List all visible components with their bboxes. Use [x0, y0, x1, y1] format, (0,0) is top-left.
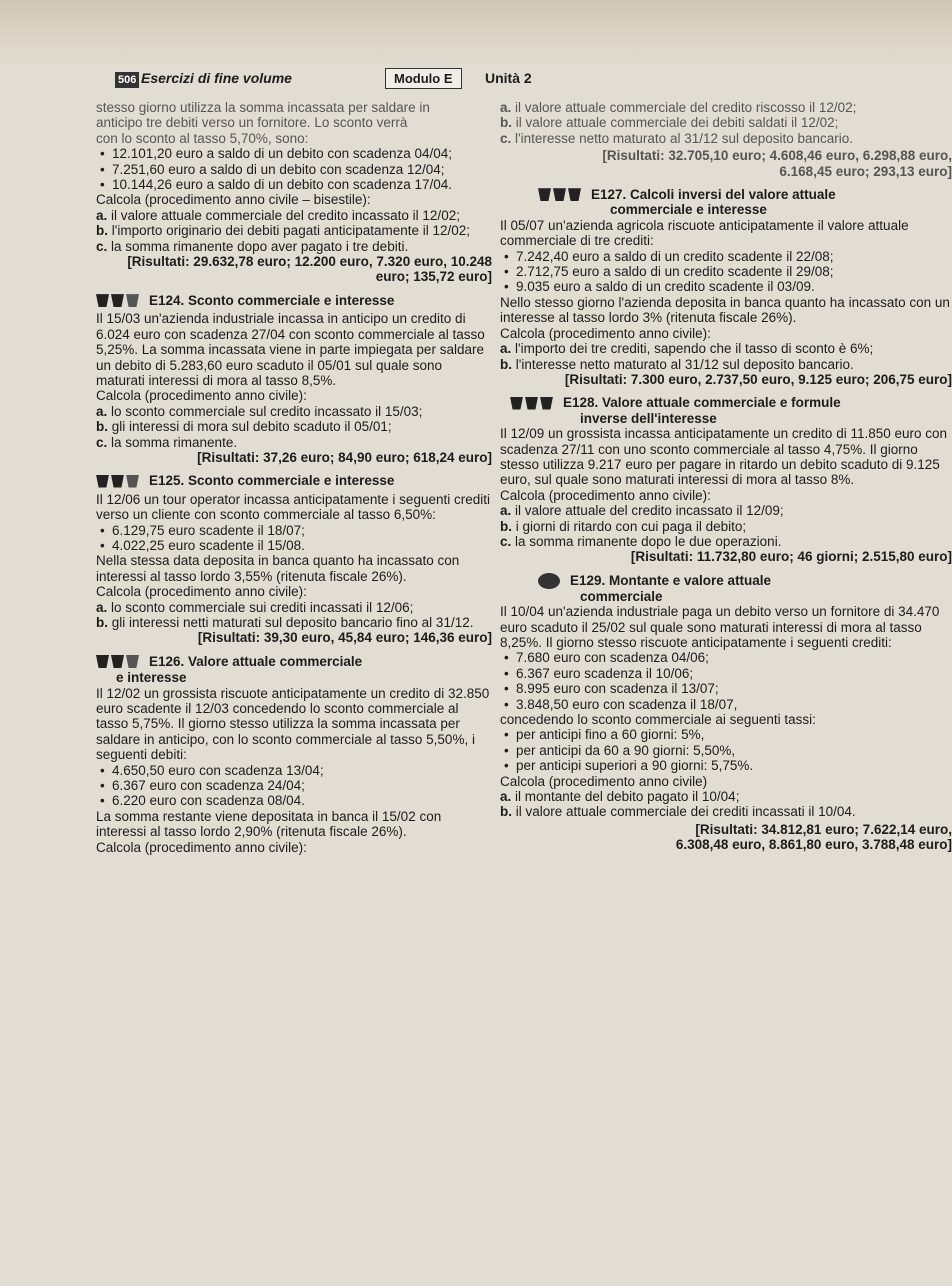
difficulty-icon — [96, 655, 109, 668]
sub-letter: a. — [500, 503, 512, 519]
debts-list — [96, 763, 492, 809]
sub-text: il montante del debito pagato il 10/04; — [515, 789, 740, 805]
calc-instruction: Calcola (procedimento anno civile): — [500, 325, 711, 341]
difficulty-icon — [538, 188, 551, 201]
results: 6.308,48 euro, 8.861,80 euro, 3.788,48 euro] — [675, 837, 952, 853]
sub-question — [500, 100, 952, 115]
sub-letter: c. — [500, 533, 512, 549]
calc-instruction: Calcola (procedimento anno civile): — [500, 487, 711, 503]
sub-letter: c. — [96, 238, 108, 254]
difficulty-icon — [540, 397, 553, 410]
exercise-text: concedendo lo sconto commerciale ai seguenti tassi: — [500, 712, 816, 728]
results: [Risultati: 11.732,80 euro; 46 giorni; 2.515,80 euro] — [630, 549, 952, 565]
sub-question — [96, 600, 492, 615]
sub-question — [500, 804, 952, 819]
credits-list — [96, 523, 492, 554]
results: [Risultati: 29.632,78 euro; 12.200 euro, 7.320 euro, 10.248 euro; 135,72 euro] — [127, 254, 492, 285]
results: [Risultati: 32.705,10 euro; 4.608,46 euro, 6.298,88 euro, — [602, 148, 952, 164]
list-item: • 6.129,75 euro scadente il 18/07; — [112, 523, 492, 538]
difficulty-icon — [96, 475, 109, 488]
exercise-text: Il 05/07 un'azienda agricola riscuote anticipatamente il valore attuale commerciale di tre crediti: — [500, 217, 909, 249]
difficulty-icon — [553, 188, 566, 201]
sub-letter: b. — [96, 419, 108, 435]
intro-line: anticipo tre debiti verso un fornitore. Lo sconto verrà — [96, 115, 408, 131]
sub-text: l'interesse netto maturato al 31/12 sul deposito bancario. — [515, 130, 854, 146]
results: [Risultati: 34.812,81 euro; 7.622,14 euro, — [695, 821, 952, 837]
sub-letter: a. — [96, 207, 108, 223]
exercise-text: Nella stessa data deposita in banca quanto ha incassato con interessi al tasso lordo 3,55% (ritenuta fiscale 26%). — [96, 553, 460, 584]
difficulty-icon — [126, 655, 139, 668]
sub-text: l'importo originario dei debiti pagati anticipatamente il 12/02; — [111, 223, 471, 239]
sub-letter: a. — [500, 100, 512, 115]
sub-letter: a. — [96, 403, 108, 419]
exercise-title-e125 — [96, 473, 492, 488]
exercise-heading: E125. Sconto commerciale e interesse — [149, 473, 395, 489]
sub-question — [500, 503, 952, 518]
difficulty-icon — [126, 294, 139, 307]
sub-question — [96, 239, 492, 254]
sub-letter: b. — [500, 804, 512, 820]
sub-question — [500, 519, 952, 534]
section-title: Esercizi di fine volume — [141, 70, 292, 86]
intro-line: con lo sconto al tasso 5,70%, sono: — [96, 130, 309, 146]
difficulty-icon — [111, 475, 124, 488]
sub-question — [500, 131, 952, 146]
list-item: • 8.995 euro con scadenza il 13/07; — [516, 681, 952, 696]
list-item: • 7.251,60 euro a saldo di un debito con scadenza 12/04; — [112, 162, 492, 177]
sub-text: lo sconto commerciale sul credito incassato il 15/03; — [111, 403, 423, 419]
unit-label: Unità 2 — [485, 70, 532, 86]
sub-text: il valore attuale commerciale dei debiti saldati il 12/02; — [515, 115, 839, 131]
difficulty-icon — [525, 397, 538, 410]
sub-letter: c. — [96, 434, 108, 450]
sub-text: l'importo dei tre crediti, sapendo che il tasso di sconto è 6%; — [515, 341, 874, 357]
sub-question — [96, 208, 492, 223]
list-item: • 7.242,40 euro a saldo di un credito scadente il 22/08; — [516, 249, 952, 264]
list-item: • 6.367 euro scadenza il 10/06; — [516, 666, 952, 681]
sub-question — [500, 115, 952, 130]
sub-question — [96, 404, 492, 419]
results: 6.168,45 euro; 293,13 euro] — [779, 163, 952, 179]
credits-list — [500, 249, 952, 295]
list-item: • per anticipi da 60 a 90 giorni: 5,50%, — [516, 743, 952, 758]
difficulty-icon — [510, 397, 523, 410]
intro-line: stesso giorno utilizza la somma incassata per saldare in — [96, 100, 430, 115]
intro-list — [96, 146, 492, 192]
exercise-title-e128 — [500, 395, 952, 410]
results: [Risultati: 7.300 euro, 2.737,50 euro, 9.125 euro; 206,75 euro] — [564, 371, 952, 387]
sub-text: il valore attuale del credito incassato il 12/09; — [515, 503, 784, 519]
credits-list — [500, 650, 952, 712]
calc-instruction: Calcola (procedimento anno civile – bisestile): — [96, 192, 371, 208]
list-item: • 4.650,50 euro con scadenza 13/04; — [112, 763, 492, 778]
sub-text: i giorni di ritardo con cui paga il debito; — [515, 518, 747, 534]
left-column — [96, 100, 492, 855]
difficulty-icons — [538, 573, 560, 589]
sub-question — [96, 435, 492, 450]
list-item: • 7.680 euro con scadenza 04/06; — [516, 650, 952, 665]
sub-question — [96, 419, 492, 434]
intro-subs — [500, 100, 952, 179]
exercise-title-e127 — [500, 187, 952, 202]
calc-instruction: Calcola (procedimento anno civile): — [96, 584, 307, 600]
difficulty-icons — [96, 655, 139, 668]
difficulty-icons — [510, 397, 553, 410]
sub-question — [500, 357, 952, 372]
list-item: • 10.144,26 euro a saldo di un debito con scadenza 17/04. — [112, 177, 492, 192]
exercise-text: Il 12/02 un grossista riscuote anticipatamente un credito di 32.850 euro scadente il 12/03 concedendo lo sconto commerciale al tasso 5,75%. Il giorno stesso utilizza la somma incassata per saldare in anticipo, con lo sconto commerciale al tasso 5,50%, i seguenti debiti: — [96, 685, 490, 763]
sub-letter: b. — [500, 115, 512, 131]
sub-letter: b. — [96, 223, 108, 239]
exercise-heading-cont: inverse dell'interesse — [580, 410, 717, 426]
exercise-title-e129 — [500, 573, 952, 589]
difficulty-icon — [111, 294, 124, 307]
exercise-heading: E128. Valore attuale commerciale e formule — [563, 395, 841, 411]
sub-text: il valore attuale commerciale dei crediti incassati il 10/04. — [515, 804, 856, 820]
difficulty-icons — [96, 475, 139, 488]
sub-letter: c. — [500, 130, 512, 146]
difficulty-icon — [538, 573, 560, 589]
right-column — [500, 100, 952, 853]
exercise-heading: E129. Montante e valore attuale — [570, 573, 772, 589]
sub-letter: b. — [96, 615, 108, 630]
page-header — [115, 70, 952, 96]
exercise-heading-cont: e interesse — [116, 670, 187, 686]
sub-text: lo sconto commerciale sui crediti incassati il 12/06; — [111, 599, 414, 615]
sub-question — [96, 223, 492, 238]
exercise-text: Il 12/09 un grossista incassa anticipatamente un credito di 11.850 euro con scadenza 27/11 con uno sconto commerciale al tasso 4,75%. Il giorno stesso utilizza 9.217 euro per pagare in ritardo un debito scaduto di 9.125 euro, sul quale sono maturati interessi di mora al tasso 8%. — [500, 426, 948, 488]
difficulty-icon — [111, 655, 124, 668]
list-item: • 4.022,25 euro scadente il 15/08. — [112, 538, 492, 553]
list-item: • per anticipi superiori a 90 giorni: 5,75%. — [516, 758, 952, 773]
sub-question — [500, 341, 952, 356]
list-item: • 12.101,20 euro a saldo di un debito con scadenza 04/04; — [112, 146, 492, 161]
sub-question — [500, 789, 952, 804]
exercise-text: Il 12/06 un tour operator incassa anticipatamente i seguenti crediti verso un cliente con sconto commerciale al tasso 6,50%: — [96, 491, 490, 523]
sub-text: gli interessi netti maturati sul deposito bancario fino al 31/12. — [111, 615, 474, 630]
sub-text: la somma rimanente dopo le due operazioni. — [515, 533, 782, 549]
list-item: • 2.712,75 euro a saldo di un credito scadente il 29/08; — [516, 264, 952, 279]
exercise-heading: E127. Calcoli inversi del valore attuale — [591, 187, 836, 203]
exercise-text: Il 10/04 un'azienda industriale paga un debito verso un fornitore di 34.470 euro scaduto il 25/02 sul quale sono maturati interessi di mora al tasso 8,25%. Il giorno stesso riscuote anticipatamente i seguenti crediti: — [500, 604, 940, 650]
list-item: • 6.220 euro con scadenza 08/04. — [112, 793, 492, 808]
sub-text: la somma rimanente dopo aver pagato i tre debiti. — [111, 238, 409, 254]
sub-text: l'interesse netto maturato al 31/12 sul deposito bancario. — [515, 356, 854, 372]
exercise-heading: E124. Sconto commerciale e interesse — [149, 292, 395, 308]
list-item: • 6.367 euro con scadenza 24/04; — [112, 778, 492, 793]
calc-instruction: Calcola (procedimento anno civile): — [96, 388, 307, 404]
difficulty-icon — [96, 294, 109, 307]
sub-letter: a. — [500, 341, 512, 357]
exercise-heading-cont: commerciale — [580, 588, 663, 604]
rates-list — [500, 727, 952, 773]
exercise-heading-cont: commerciale e interesse — [610, 202, 767, 218]
difficulty-icon — [568, 188, 581, 201]
sub-text: la somma rimanente. — [111, 434, 238, 450]
exercise-title-e126 — [96, 654, 492, 669]
list-item: • 3.848,50 euro con scadenza il 18/07, — [516, 697, 952, 712]
exercise-text: Il 15/03 un'azienda industriale incassa in anticipo un credito di 6.024 euro con scadenza 27/04 con sconto commerciale al tasso 5,25%. La somma incassata viene in parte impiegata per saldare un debito di 5.283,60 euro scaduto il 05/01 sul quale sono maturati interessi di mora al tasso 8,5%. — [96, 311, 485, 388]
calc-instruction: Calcola (procedimento anno civile): — [96, 839, 307, 855]
calc-instruction: Calcola (procedimento anno civile) — [500, 773, 708, 789]
sub-letter: a. — [500, 789, 512, 805]
sub-text: il valore attuale commerciale del credito incassato il 12/02; — [111, 207, 460, 223]
exercise-heading: E126. Valore attuale commerciale — [149, 653, 363, 669]
exercise-text: Nello stesso giorno l'azienda deposita in banca quanto ha incassato con un interesse al tasso lordo 3% (ritenuta fiscale 26%). — [500, 294, 950, 326]
sub-text: il valore attuale commerciale del credito riscosso il 12/02; — [515, 100, 857, 115]
difficulty-icons — [538, 188, 581, 201]
list-item: • per anticipi fino a 60 giorni: 5%, — [516, 727, 952, 742]
difficulty-icon — [126, 475, 139, 488]
sub-letter: a. — [96, 599, 108, 615]
results: [Risultati: 39,30 euro, 45,84 euro; 146,36 euro] — [197, 630, 492, 646]
intro-text — [96, 100, 492, 146]
list-item: • 9.035 euro a saldo di un credito scadente il 03/09. — [516, 279, 952, 294]
sub-letter: b. — [500, 518, 512, 534]
sub-question — [500, 534, 952, 549]
module-label: Modulo E — [385, 68, 462, 89]
exercise-title-e124 — [96, 293, 492, 308]
sub-question — [96, 615, 492, 630]
sub-letter: b. — [500, 356, 512, 372]
page-number: 506 — [115, 72, 139, 88]
difficulty-icons — [96, 294, 139, 307]
results: [Risultati: 37,26 euro; 84,90 euro; 618,24 euro] — [197, 449, 492, 465]
sub-text: gli interessi di mora sul debito scaduto il 05/01; — [111, 419, 392, 435]
background-photo — [0, 0, 952, 70]
exercise-text: La somma restante viene depositata in banca il 15/02 con interessi al tasso lordo 2,90% (ritenuta fiscale 26%). — [96, 808, 442, 840]
